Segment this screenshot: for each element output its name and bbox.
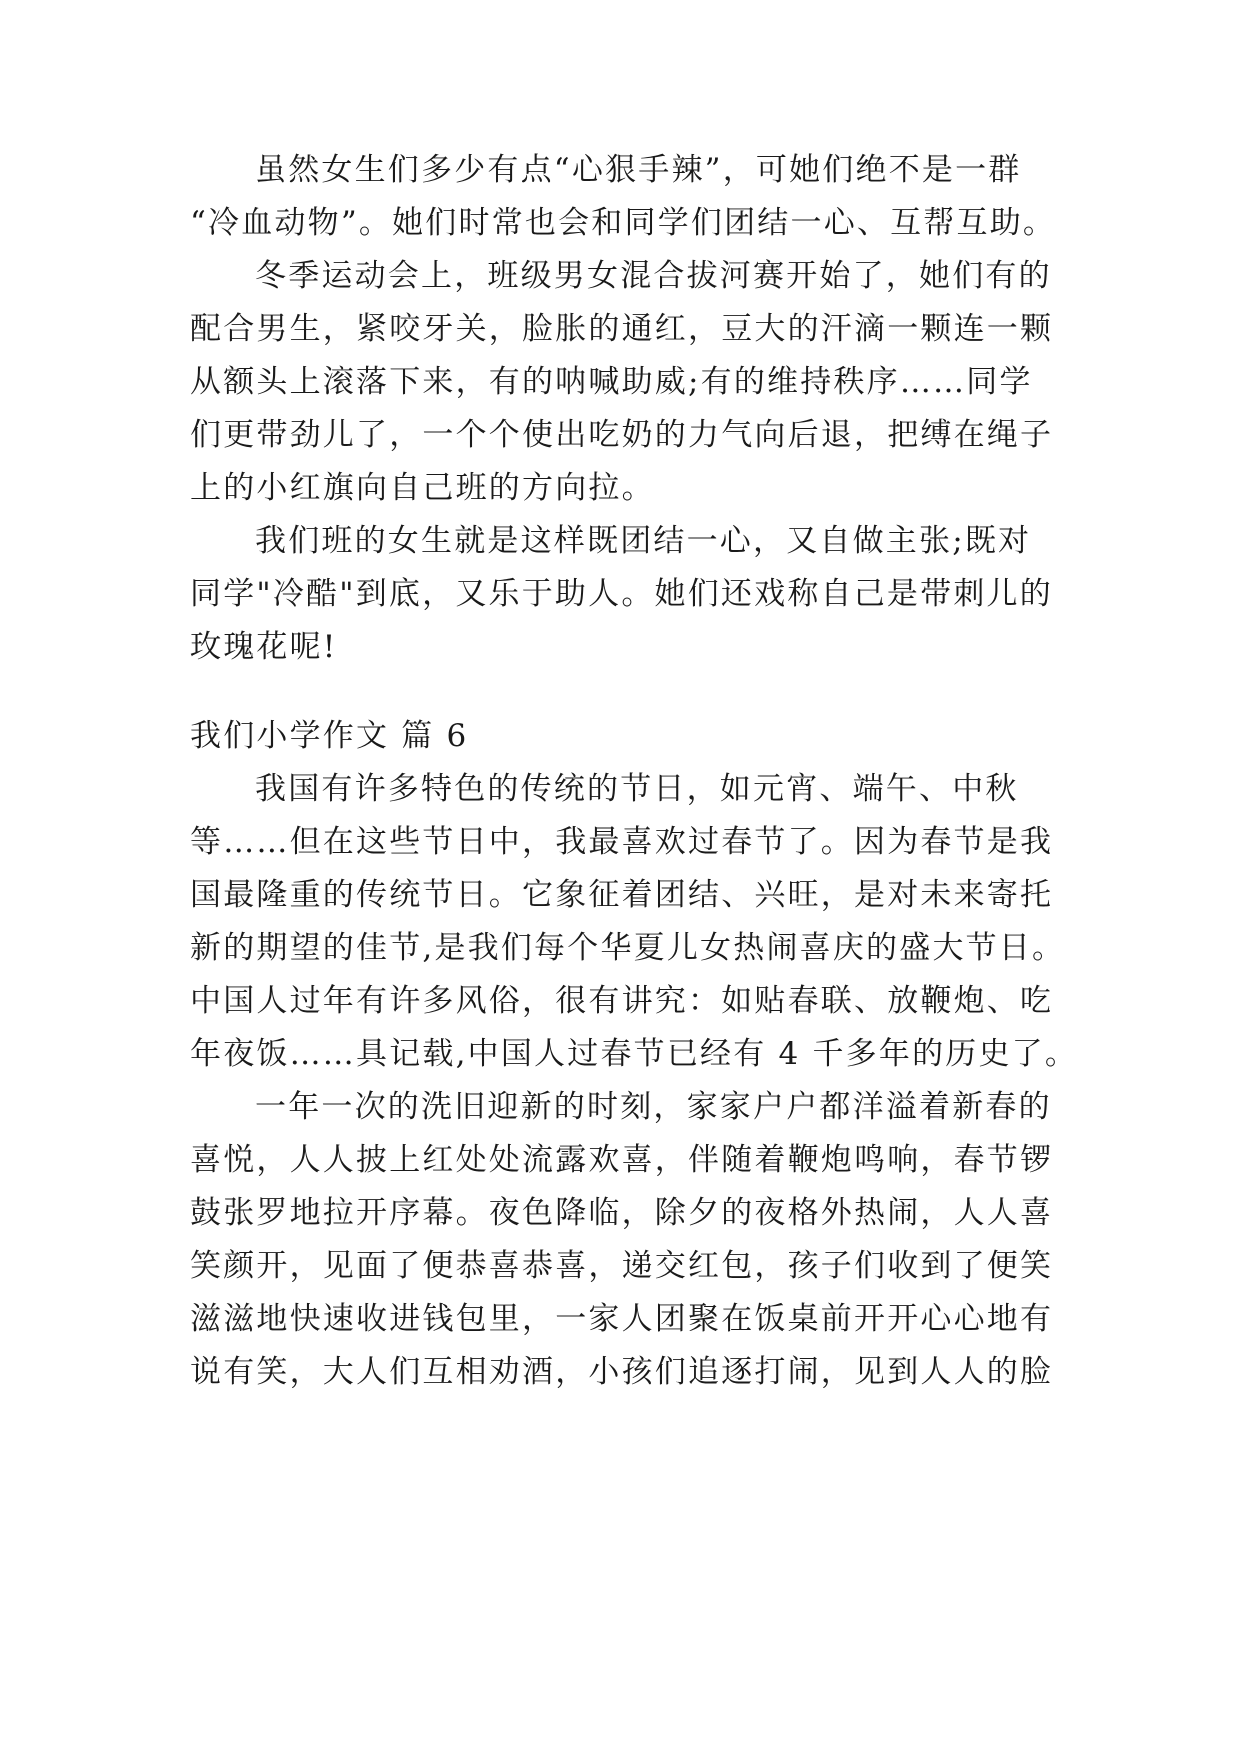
paragraph-line: 我们班的女生就是这样既团结一心，又自做主张;既对 [255,523,1032,559]
paragraph-line: 滋滋地快速收进钱包里，一家人团聚在饭桌前开开心心地有 [190,1301,1054,1337]
paragraph-line: 同学"冷酷"到底，又乐于助人。她们还戏称自己是带刺儿的 [190,576,1053,612]
paragraph-line: 们更带劲儿了，一个个使出吃奶的力气向后退，把缚在绳子 [190,417,1054,453]
paragraph-line: 上的小红旗向自己班的方向拉。 [190,470,655,506]
paragraph-line: 鼓张罗地拉开序幕。夜色降临，除夕的夜格外热闹，人人喜 [190,1195,1054,1231]
paragraph-line: 喜悦，人人披上红处处流露欢喜，伴随着鞭炮鸣响，春节锣 [190,1142,1054,1178]
paragraph-line: 从额头上滚落下来，有的呐喊助威;有的维持秩序……同学 [190,364,1033,400]
paragraph-line: 虽然女生们多少有点“心狠手辣”，可她们绝不是一群 [255,152,1022,188]
paragraph-line: 笑颜开，见面了便恭喜恭喜，递交红包，孩子们收到了便笑 [190,1248,1054,1284]
section-heading: 我们小学作文 篇 6 [190,718,469,754]
paragraph-line: 说有笑，大人们互相劝酒，小孩们追逐打闹，见到人人的脸 [190,1354,1054,1390]
paragraph-line: 中国人过年有许多风俗，很有讲究：如贴春联、放鞭炮、吃 [190,983,1054,1019]
paragraph-line: 冬季运动会上，班级男女混合拔河赛开始了，她们有的 [255,258,1052,294]
paragraph-line: 年夜饭……具记载,中国人过春节已经有 4 千多年的历史了。 [190,1036,1079,1072]
paragraph-line: 配合男生，紧咬牙关，脸胀的通红，豆大的汗滴一颗连一颗 [190,311,1054,347]
paragraph-line: 新的期望的佳节,是我们每个华夏儿女热闹喜庆的盛大节日。 [190,930,1066,966]
paragraph-line: 国最隆重的传统节日。它象征着团结、兴旺，是对未来寄托 [190,877,1054,913]
paragraph-line: 玫瑰花呢! [190,629,338,665]
paragraph-line: 等……但在这些节日中，我最喜欢过春节了。因为春节是我 [190,824,1054,860]
paragraph-line: “冷血动物”。她们时常也会和同学们团结一心、互帮互助。 [190,205,1057,241]
paragraph-line: 我国有许多特色的传统的节日，如元宵、端午、中秋 [255,771,1019,807]
paragraph-line: 一年一次的洗旧迎新的时刻，家家户户都洋溢着新春的 [255,1089,1052,1125]
